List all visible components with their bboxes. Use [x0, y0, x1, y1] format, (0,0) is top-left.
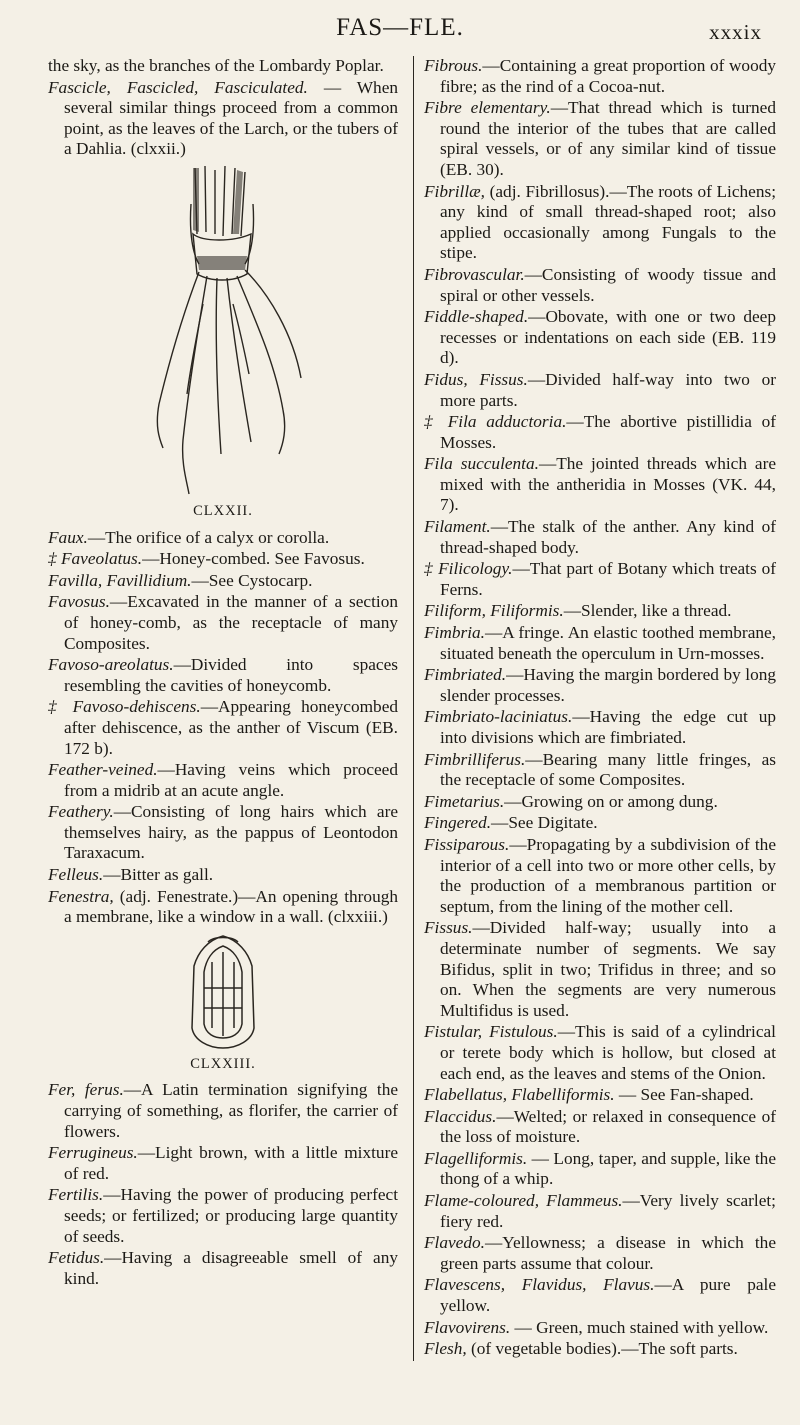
glossary-entry [424, 1275, 776, 1316]
entry-definition: the sky, as the branches of the Lombardy Poplar. [48, 56, 384, 75]
entry-term: Fertilis. [48, 1185, 104, 1205]
left-entries-top [48, 56, 398, 160]
glossary-entry [48, 571, 398, 592]
entry-definition: —See Digitate. [491, 813, 598, 833]
right-entries [424, 56, 776, 1360]
entry-term: Fingered. [424, 813, 492, 833]
glossary-entry [48, 549, 398, 570]
glossary-entry [424, 517, 776, 558]
glossary-entry [48, 528, 398, 549]
glossary-entry [424, 1085, 776, 1106]
entry-definition: —Having the power of producing perfect seeds; or fertilized; or producing large quantity of seeds. [64, 1185, 398, 1246]
entry-definition: —That thread which is turned round the interior of the tubes that are called spiral vessels, or of any similar kind of tissue (EB. 30). [440, 98, 776, 179]
glossary-entry [424, 454, 776, 516]
glossary-entry [48, 802, 398, 864]
glossary-entry [48, 655, 398, 696]
glossary-entry [48, 78, 398, 160]
glossary-entry [48, 887, 398, 928]
glossary-entry [424, 750, 776, 791]
running-head: FAS—FLE. [336, 14, 464, 41]
figure-clxxiii [48, 932, 398, 1075]
entry-definition: —A fringe. An elastic toothed membrane, situated beneath the operculum in Urn-mosses. [440, 623, 776, 663]
glossary-entry [424, 918, 776, 1021]
entry-term: Felleus. [48, 865, 104, 885]
glossary-entry [424, 1318, 776, 1339]
entry-term: Fila succulenta. [424, 454, 539, 474]
fasciculated-roots-illustration [133, 164, 313, 499]
entry-definition: —Having the edge cut up into divisions which are fimbriated. [440, 707, 776, 747]
glossary-entry [424, 1339, 776, 1360]
glossary-entry [48, 592, 398, 654]
entry-definition: — Long, taper, and supple, like the thong of a whip. [440, 1148, 776, 1189]
entry-definition: —Appearing honeycombed after dehiscence, as the anther of Viscum (EB. 172 b). [64, 697, 399, 758]
entry-term: Flavedo. [424, 1233, 485, 1253]
glossary-entry [424, 1107, 776, 1148]
entry-term: ‡ Filicology. [424, 559, 513, 579]
glossary-entry [48, 865, 398, 886]
entry-term: Filiform, Filiformis. [424, 601, 564, 621]
entry-term: Fissiparous. [424, 834, 510, 854]
entry-definition: —Having a disagreeable smell of any kind. [64, 1248, 398, 1288]
glossary-entry [424, 559, 776, 600]
entry-term: ‡ Faveolatus. [48, 549, 143, 569]
figure-clxxii [48, 164, 398, 522]
glossary-entry [424, 370, 776, 411]
entry-term: Fidus, Fissus. [424, 369, 528, 389]
entry-term: Fibrillæ, [424, 181, 485, 201]
entry-definition: — Green, much stained with yellow. [510, 1317, 769, 1337]
entry-definition: —Having the margin bordered by long slender processes. [440, 665, 776, 705]
glossary-entry [424, 1022, 776, 1084]
entry-definition: —Excavated in the manner of a section of honey-comb, as the receptacle of many Composites. [64, 592, 398, 653]
glossary-entry [424, 835, 776, 917]
glossary-entry [424, 707, 776, 748]
glossary-entry [424, 665, 776, 706]
entry-term: Fiddle-shaped. [424, 307, 529, 327]
entry-term: Fimetarius. [424, 791, 505, 811]
entry-term: Fistular, Fistulous. [424, 1022, 558, 1042]
glossary-entry [424, 813, 776, 834]
entry-definition: —The orifice of a calyx or corolla. [87, 527, 330, 547]
entry-definition: —Containing a great proportion of woody fibre; as the rind of a Cocoa-nut. [440, 56, 776, 96]
entry-term: Favilla, Favillidium. [48, 570, 192, 590]
glossary-entry [424, 623, 776, 664]
entry-term: Fetidus. [48, 1248, 105, 1268]
page-number: xxxix [709, 20, 762, 44]
entry-definition: —Consisting of long hairs which are themselves hairy, as the pappus of Leontodon Taraxacum. [64, 802, 398, 863]
entry-definition: —Light brown, with a little mixture of red. [64, 1143, 398, 1183]
glossary-entry [424, 265, 776, 306]
entry-term: Fibre elementary. [424, 98, 551, 118]
entry-term: Fimbriated. [424, 665, 507, 685]
fenestrate-membrane-illustration [178, 932, 268, 1052]
glossary-entry [48, 1185, 398, 1247]
glossary-entry [424, 1233, 776, 1274]
left-entries-bottom [48, 1080, 398, 1289]
entry-definition: —Bitter as gall. [103, 865, 214, 885]
entry-term: Fimbriato-laciniatus. [424, 707, 573, 727]
entry-definition: —Divided half-way; usually into a determinate number of segments. We say Bifidus, split in two; Trifidus in three; and so on. When the segments are very numerous Multifidus is used. [440, 918, 776, 1020]
entry-definition: —Consisting of woody tissue and spiral or other vessels. [440, 264, 776, 305]
glossary-entry [48, 760, 398, 801]
right-column [413, 56, 776, 1361]
entry-term: Fer, ferus. [48, 1080, 124, 1100]
entry-term: Fissus. [424, 918, 473, 938]
glossary-entry [424, 98, 776, 180]
entry-definition: —See Cystocarp. [191, 570, 313, 590]
glossary-entry [424, 1191, 776, 1232]
entry-definition: —A pure pale yellow. [440, 1275, 776, 1316]
entry-definition: (adj. Fenestrate.)—An opening through a membrane, like a window in a wall. (clxxiii.) [64, 886, 398, 927]
entry-definition: —The stalk of the anther. Any kind of thread-shaped body. [440, 517, 776, 557]
entry-term: Filament. [424, 517, 491, 537]
entry-definition: — See Fan-shaped. [614, 1085, 754, 1105]
entry-definition: —Divided into spaces resembling the cavities of honeycomb. [64, 655, 398, 695]
entry-definition: —Having veins which proceed from a midrib at an acute angle. [64, 760, 398, 800]
entry-definition: —Very lively scarlet; fiery red. [440, 1191, 776, 1231]
entry-definition: (adj. Fibrillosus).—The roots of Lichens; any kind of small thread-shaped root; also applied occasionally among Fungals to the stipe. [440, 181, 776, 263]
entry-term: ‡ Favoso-dehiscens. [48, 697, 201, 717]
entry-definition: —Honey-combed. See Favosus. [142, 549, 365, 569]
entry-term: Flavescens, Flavidus, Flavus. [424, 1275, 655, 1295]
entry-definition: —Bearing many little fringes, as the receptacle of some Composites. [440, 749, 776, 790]
entry-definition: —Propagating by a subdivision of the interior of a cell into two or more other cells, by the production of a membranous partition or septum, from the lining of the mother cell. [440, 834, 776, 916]
entry-term: Favoso-areolatus. [48, 655, 174, 675]
entry-term: Fibrous. [424, 56, 483, 75]
entry-definition: — When several similar things proceed from a common point, as the leaves of the Larch, or the tubers of a Dahlia. (clxxii.) [64, 77, 399, 159]
glossary-entry [48, 1080, 398, 1142]
entry-definition: —A Latin termination signifying the carrying of something, as florifer, the carrier of flowers. [64, 1080, 398, 1141]
entry-term: Flaccidus. [424, 1106, 497, 1126]
glossary-entry [424, 307, 776, 369]
glossary-entry [424, 182, 776, 264]
glossary-entry [424, 792, 776, 813]
figure-caption: CLXXII. [193, 502, 253, 519]
entry-term: Fascicle, Fascicled, Fasciculated. [48, 77, 308, 97]
entry-term: Fimbrilliferus. [424, 749, 526, 769]
entry-definition: (of vegetable bodies).—The soft parts. [466, 1339, 738, 1359]
left-entries-middle [48, 528, 398, 928]
entry-term: Flame-coloured, Flammeus. [424, 1191, 623, 1211]
entry-definition: —The abortive pistillidia of Mosses. [440, 412, 776, 452]
glossary-entry [424, 1149, 776, 1190]
page-header [0, 14, 800, 48]
entry-term: Faux. [48, 527, 88, 547]
glossary-entry [48, 1143, 398, 1184]
entry-term: Flesh, [424, 1339, 467, 1359]
glossary-entry [424, 412, 776, 453]
glossary-entry [424, 601, 776, 622]
glossary-entry [48, 1248, 398, 1289]
glossary-entry [48, 56, 398, 77]
glossary-entry [424, 56, 776, 97]
entry-definition: —Yellowness; a disease in which the green parts assume that colour. [440, 1233, 776, 1273]
entry-term: Favosus. [48, 592, 110, 612]
entry-definition: —Obovate, with one or two deep recesses or indentations on each side (EB. 119 d). [440, 307, 776, 368]
entry-term: ‡ Fila adductoria. [424, 412, 567, 432]
entry-definition: —Welted; or relaxed in consequence of the loss of moisture. [440, 1106, 776, 1147]
entry-term: Feathery. [48, 802, 114, 822]
entry-term: Feather-veined. [48, 760, 158, 780]
entry-definition: —That part of Botany which treats of Ferns. [440, 559, 776, 599]
entry-definition: —The jointed threads which are mixed with the antheridia in Mosses (VK. 44, 7). [440, 454, 776, 515]
entry-term: Fenestra, [48, 886, 114, 906]
entry-term: Fimbria. [424, 623, 485, 643]
figure-caption: CLXXIII. [190, 1055, 256, 1072]
entry-term: Fibrovascular. [424, 264, 525, 284]
left-column [48, 56, 398, 1290]
entry-definition: —This is said of a cylindrical or terete body which is hollow, but closed at each end, as the leaves and stems of the Onion. [440, 1022, 776, 1083]
entry-definition: —Growing on or among dung. [504, 791, 718, 811]
glossary-entry [48, 697, 398, 759]
entry-definition: —Slender, like a thread. [563, 601, 732, 621]
entry-term: Flagelliformis. [424, 1148, 528, 1168]
entry-term: Flavovirens. [424, 1317, 511, 1337]
entry-term: Ferrugineus. [48, 1143, 138, 1163]
entry-definition: —Divided half-way into two or more parts. [440, 369, 776, 410]
entry-term: Flabellatus, Flabelliformis. [424, 1085, 615, 1105]
